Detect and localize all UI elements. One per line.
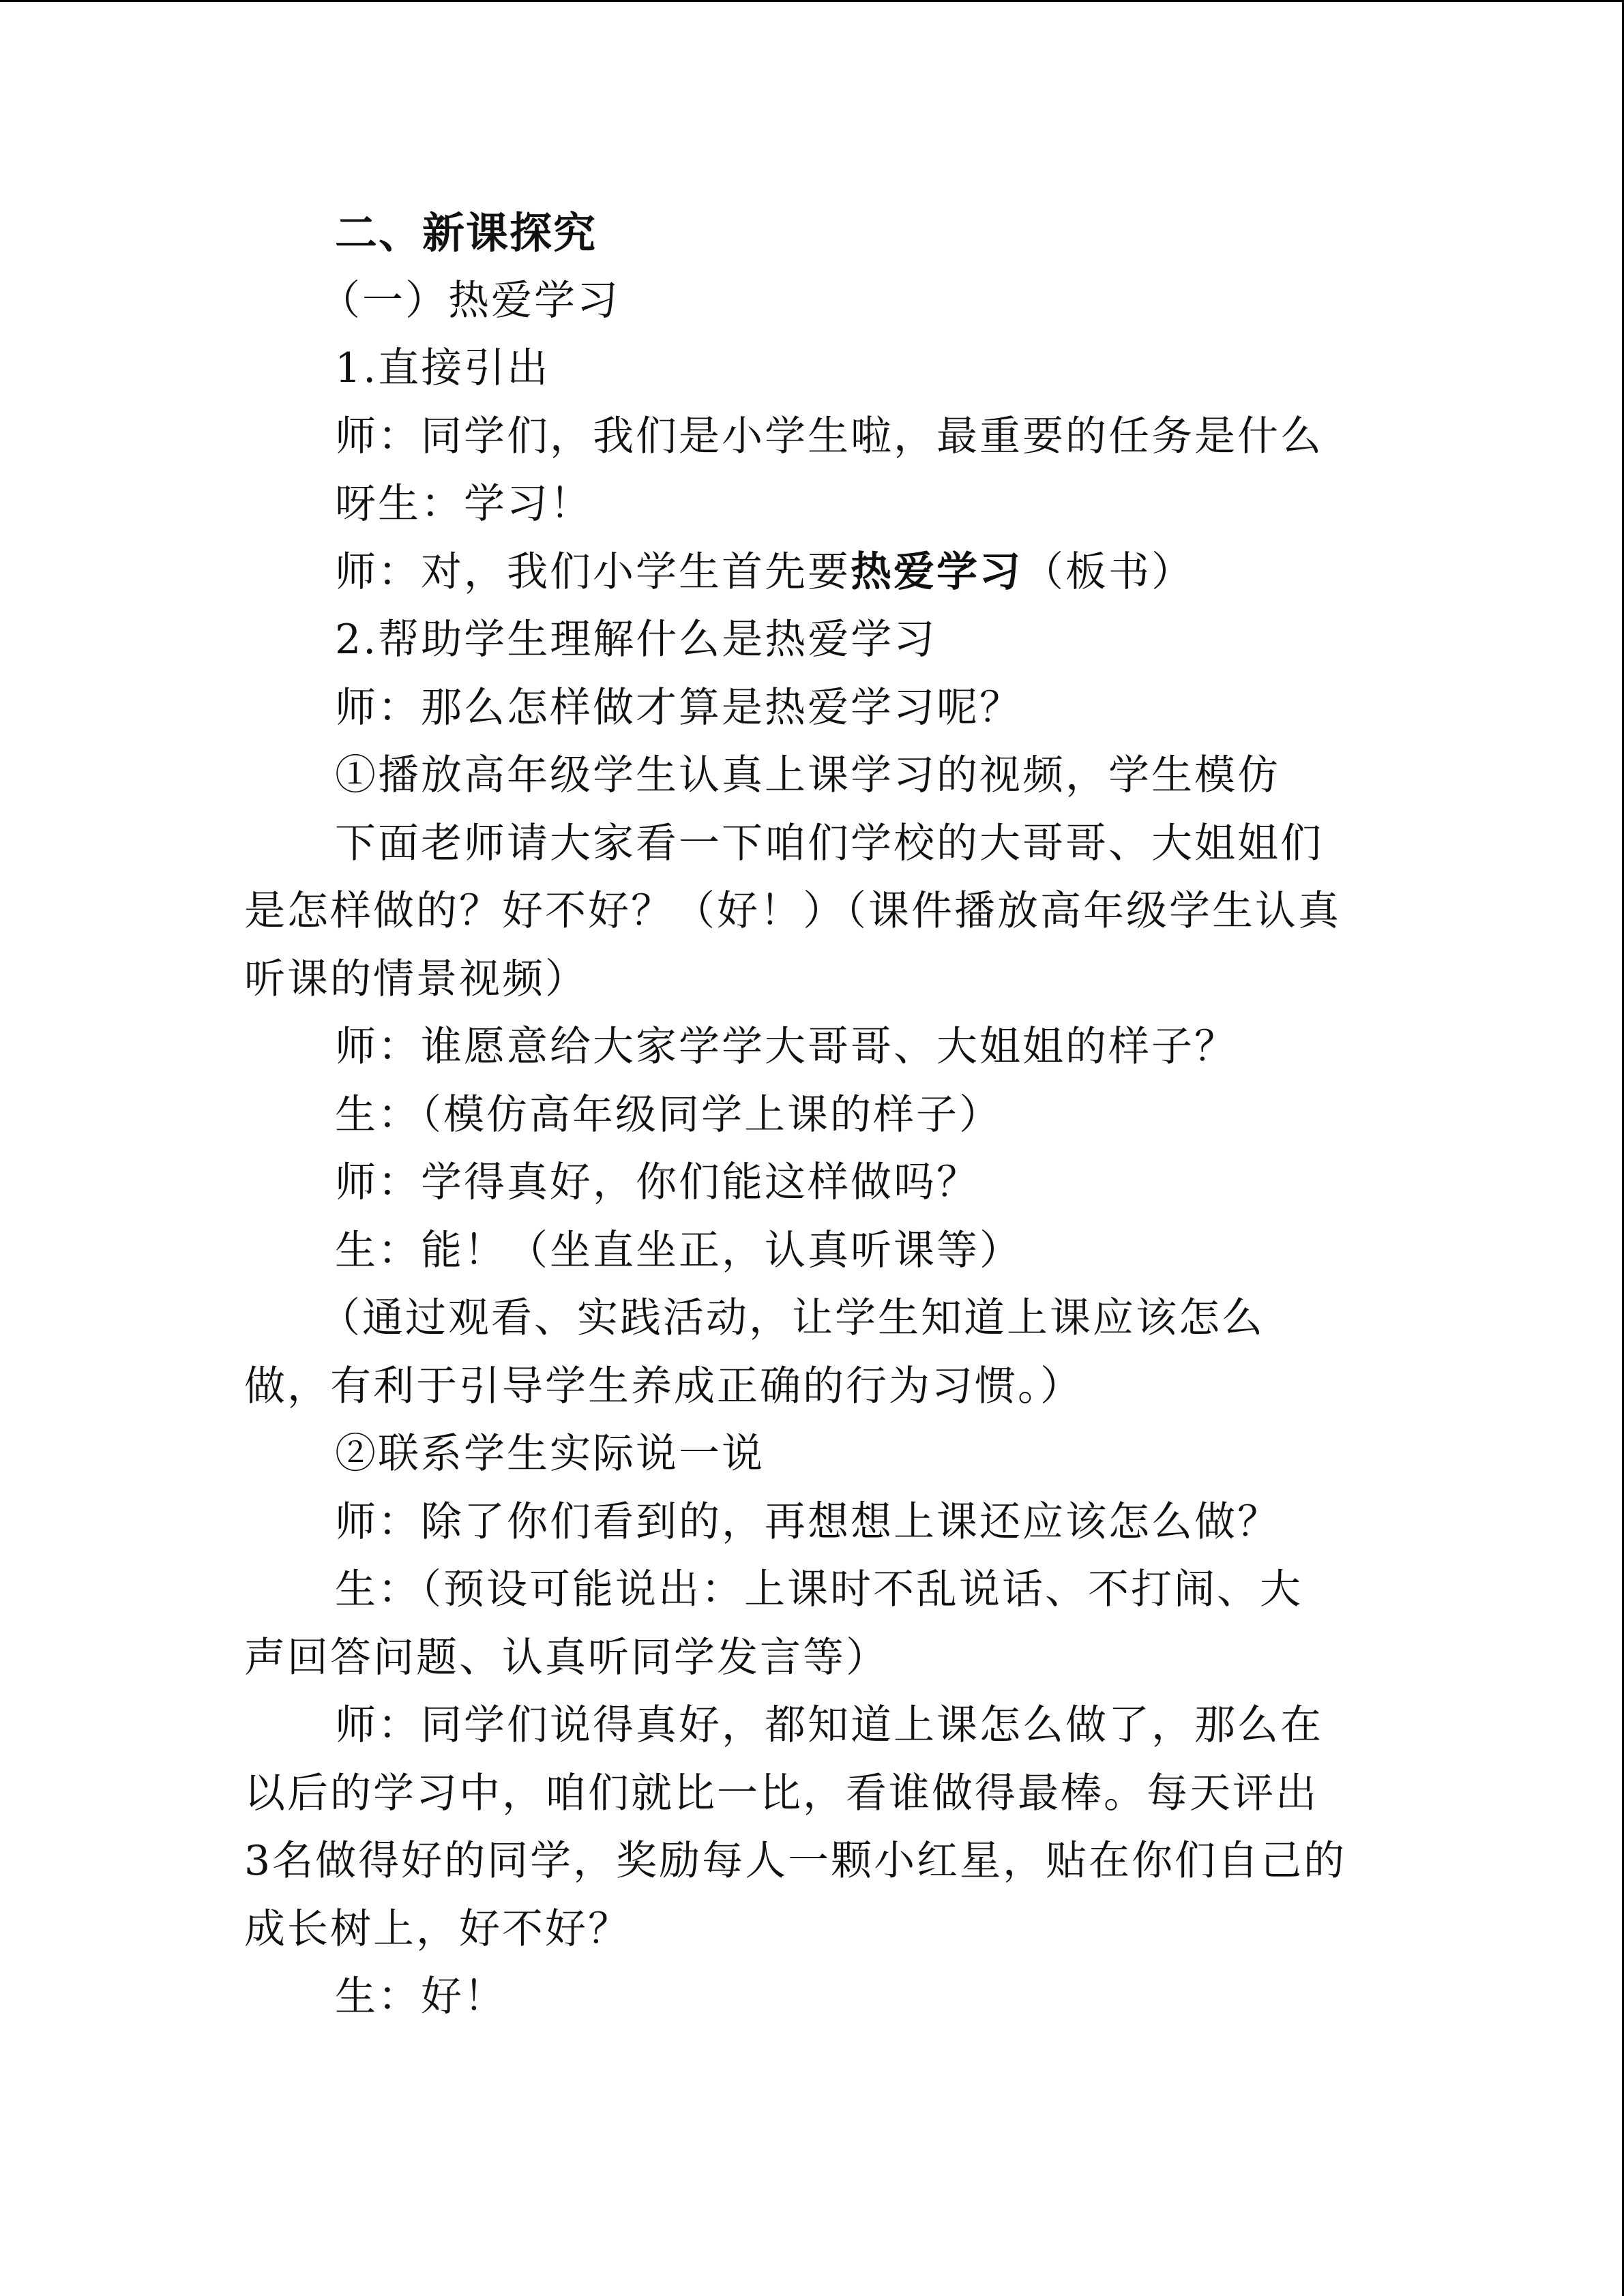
dialogue-line: 生：（预设可能说出：上课时不乱说话、不打闹、大 <box>335 1566 1303 1613</box>
dialogue-line: 师：那么怎样做才算是热爱学习呢？ <box>335 683 1022 732</box>
paragraph-line: 是怎样做的？好不好？（好！）（课件播放高年级学生认真 <box>244 887 1341 935</box>
paragraph-line: 以后的学习中，咱们就比一比，看谁做得最棒。每天评出 <box>244 1769 1318 1817</box>
paragraph-line: 下面老师请大家看一下咱们学校的大哥哥、大姐姐们 <box>335 819 1323 867</box>
board-writing-emphasis: 热爱学习 <box>851 548 1022 596</box>
page-border-top <box>0 0 1624 2</box>
dialogue-line: 声回答问题、认真听同学发言等） <box>244 1633 889 1682</box>
dialogue-line: 生：能！（坐直坐正，认真听课等） <box>335 1226 1022 1274</box>
activity-heading: ①播放高年级学生认真上课学习的视频，学生模仿 <box>335 751 1280 799</box>
dialogue-line: 生：好！ <box>335 1973 507 2021</box>
activity-heading: ②联系学生实际说一说 <box>335 1430 765 1478</box>
dialogue-text: （板书） <box>1022 548 1194 596</box>
document-body <box>244 199 1404 2031</box>
dialogue-line: 师：除了你们看到的，再想想上课还应该怎么做？ <box>335 1497 1280 1546</box>
dialogue-line: 师：谁愿意给大家学学大哥哥、大姐姐的样子？ <box>335 1023 1237 1071</box>
dialogue-line: 师：同学们说得真好，都知道上课怎么做了，那么在 <box>335 1701 1323 1749</box>
dialogue-line-with-emphasis <box>244 539 1404 607</box>
paragraph-line: 成长树上，好不好？ <box>244 1905 631 1953</box>
step-1-heading: 1.直接引出 <box>335 344 550 392</box>
dialogue-text: 师：对，我们小学生首先要 <box>335 548 851 596</box>
subsection-title: （一）热爱学习 <box>319 276 620 325</box>
paragraph-line: 听课的情景视频） <box>244 955 588 1003</box>
dialogue-line: 师：学得真好，你们能这样做吗？ <box>335 1159 979 1206</box>
dialogue-line: 呀生：学习！ <box>335 480 593 528</box>
dialogue-line: 生：（模仿高年级同学上课的样子） <box>335 1090 1002 1139</box>
note-line: 做，有利于引导学生养成正确的行为习惯。） <box>244 1362 1083 1410</box>
paragraph-line: 3名做得好的同学，奖励每人一颗小红星，贴在你们自己的 <box>244 1837 1347 1885</box>
section-heading: 二、新课探究 <box>335 208 597 258</box>
step-2-heading: 2.帮助学生理解什么是热爱学习 <box>335 616 937 664</box>
note-line: （通过观看、实践活动，让学生知道上课应该怎么 <box>319 1294 1265 1342</box>
dialogue-line: 师：同学们，我们是小学生啦，最重要的任务是什么 <box>335 412 1323 460</box>
